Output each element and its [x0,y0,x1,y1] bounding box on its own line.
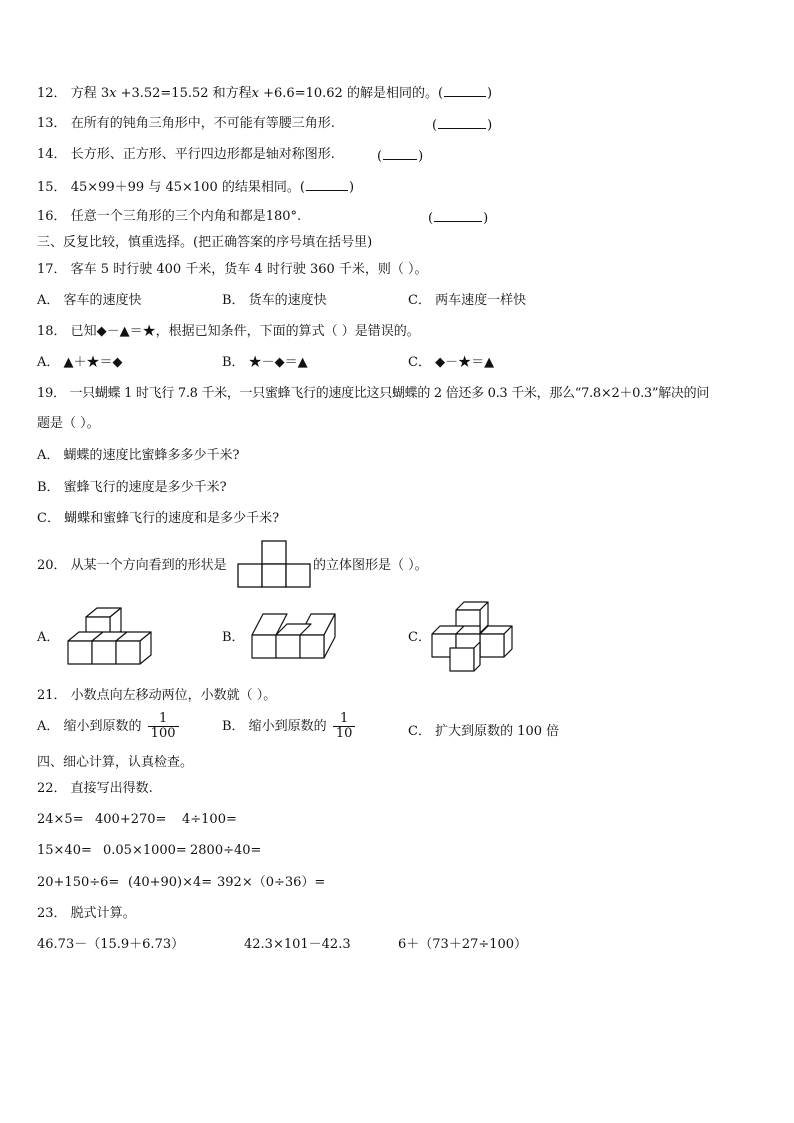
answer-blank[interactable] [434,209,482,222]
answer-blank[interactable] [438,116,486,129]
paren-close: ) [487,118,493,133]
fraction-1-100 [148,712,179,741]
cube-figure-c[interactable] [430,600,514,674]
calc-item: 46.73－（15.9＋6.73） [37,937,185,952]
paren-open: ( [432,118,438,133]
answer-paren [432,116,492,134]
question-text: 45×99＋99 与 45×100 的结果相同。( [70,180,305,195]
question-23: 23． 脱式计算。 [37,906,136,921]
option-text: B． 缩小到原数的 [222,719,327,734]
option-c[interactable]: C． 扩大到原数的 100 倍 [408,724,560,739]
option-b[interactable] [222,712,357,741]
question-20 [37,558,227,574]
question-text: +6.6=10.62 的解是相同的。( [259,86,444,101]
option-text: A． 缩小到原数的 [37,719,142,734]
calc-item: 2800÷40= [190,843,262,858]
variable-x: x [251,86,259,101]
option-a[interactable]: A． 客车的速度快 [37,293,142,308]
calc-item: 400+270= [95,812,167,827]
question-number: 15． [37,180,67,195]
question-14 [37,147,335,163]
paren-close: ) [483,211,489,226]
calc-item: 392×（0÷36）= [217,875,326,890]
answer-paren [377,147,423,165]
paren-close: ) [418,149,424,164]
question-text: 任意一个三角形的三个内角和都是180°. [70,209,302,224]
answer-blank[interactable] [383,147,417,160]
view-shape-figure [236,540,312,588]
option-b[interactable]: B． 货车的速度快 [222,293,327,308]
question-21: 21． 小数点向左移动两位，小数就（ ）。 [37,688,277,703]
numerator: 1 [339,711,349,726]
question-17: 17． 客车 5 时行驶 400 千米，货车 4 时行驶 360 千米，则（ ）。 [37,262,428,277]
denominator: 10 [333,726,356,741]
option-b-label[interactable]: B． [222,630,245,645]
numerator: 1 [158,711,168,726]
question-number: 16． [37,209,67,224]
question-20-tail: 的立体图形是（ ）。 [313,558,428,573]
answer-paren [428,209,488,227]
cube-figure-a[interactable] [64,606,156,668]
calc-item: 20+150÷6= [37,875,120,890]
calc-item: 4÷100= [182,812,237,827]
calc-item: 15×40= [37,843,92,858]
paren-close: ) [487,86,493,101]
calc-item: 42.3×101－42.3 [244,937,351,952]
denominator: 100 [148,726,179,741]
calc-item: (40+90)×4= [128,875,213,890]
question-text: +3.52=15.52 和方程 [116,86,252,101]
calc-item: 24×5= [37,812,84,827]
cube-figure-b[interactable] [248,610,344,662]
question-text: 在所有的钝角三角形中，不可能有等腰三角形. [70,116,335,131]
question-19: 19． 一只蝴蝶 1 时飞行 7.8 千米，一只蜜蜂飞行的速度比这只蝴蝶的 2 倍还多 0.3 千米，那么“7.8×2＋0.3”解决的问 [37,386,710,401]
option-a[interactable]: A． ▲＋★＝◆ [37,355,123,370]
question-text: 方程 3 [70,86,110,101]
paren-open: ( [428,211,434,226]
answer-blank[interactable] [444,84,486,97]
option-a-label[interactable]: A． [37,630,60,645]
section-4-title: 四、细心计算，认真检查。 [37,755,194,770]
section-3-title: 三、反复比较，慎重选择。(把正确答案的序号填在括号里) [37,235,373,250]
question-22: 22． 直接写出得数. [37,781,153,796]
question-16 [37,209,301,225]
question-text: 20． 从某一个方向看到的形状是 [37,558,227,573]
paren-open: ( [377,149,383,164]
option-c[interactable]: C． 两车速度一样快 [408,293,527,308]
fraction-1-10 [333,712,356,741]
option-b[interactable]: B． ★－◆＝▲ [222,355,308,370]
option-b[interactable]: B． 蜜蜂飞行的速度是多少千米? [37,480,227,495]
question-text: 长方形、正方形、平行四边形都是轴对称图形. [70,147,335,162]
option-a[interactable] [37,712,181,741]
question-19-line2: 题是（ ）。 [37,416,100,431]
question-12 [37,84,492,102]
answer-blank[interactable] [306,178,348,191]
question-18: 18． 已知◆－▲＝★，根据已知条件，下面的算式（ ）是错误的。 [37,324,420,339]
option-a[interactable]: A． 蝴蝶的速度比蜜蜂多多少千米? [37,448,240,463]
question-number: 14． [37,147,67,162]
option-c-label[interactable]: C． [408,630,431,645]
question-number: 13． [37,116,67,131]
variable-x: x [109,86,117,101]
option-c[interactable]: C． 蝴蝶和蜜蜂飞行的速度和是多少千米? [37,511,280,526]
question-15 [37,178,354,196]
calc-item: 6＋（73＋27÷100） [398,937,528,952]
question-13 [37,116,335,132]
question-number: 12． [37,86,67,101]
option-c[interactable]: C． ◆－★＝▲ [408,355,495,370]
paren-close: ) [348,180,355,195]
calc-item: 0.05×1000= [103,843,187,858]
